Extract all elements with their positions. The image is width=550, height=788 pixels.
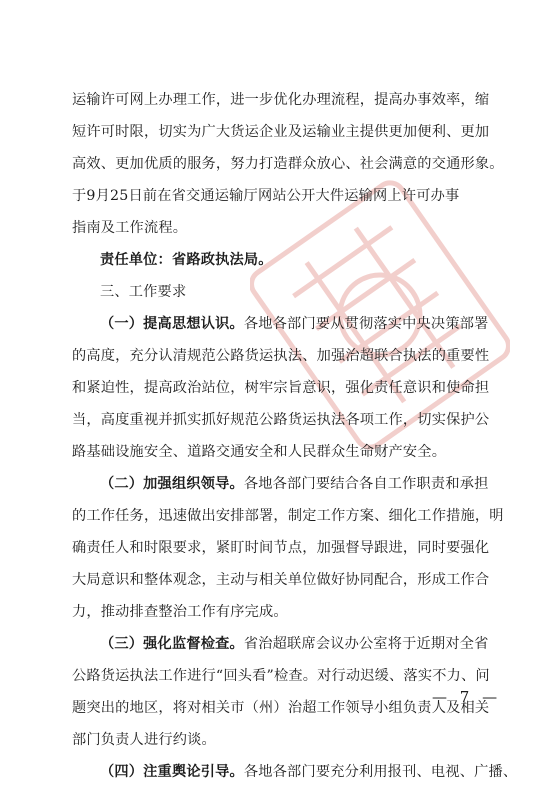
text-line: 路基础设施安全、道路交通安全和人民群众生命财产安全。: [72, 444, 447, 460]
paragraph-first-line: [72, 468, 490, 500]
text-line: 当，高度重视并抓实抓好规范公路货运执法各项工作，切实保护公: [72, 412, 490, 428]
text-line: 于9月25日前在省交通运输厅网站公开大件运输网上许可办事: [72, 188, 460, 204]
subsection-title: （四）注重舆论引导。: [100, 764, 244, 780]
text-line: 短许可时限，切实为广大货运企业及运输业主提供更加便利、更加: [72, 124, 490, 140]
section-heading: 三、工作要求: [100, 284, 187, 300]
responsible-unit: 责任单位：省路政执法局。: [100, 252, 273, 268]
text-line: 部门负责人进行约谈。: [72, 732, 216, 748]
text-line: 公路货运执法工作进行“回头看”检查。对行动迟缓、落实不力、问: [72, 668, 490, 684]
paragraph-first-line: [72, 756, 518, 788]
text-line: 高效、更加优质的服务，努力打造群众放心、社会满意的交通形象。: [72, 156, 504, 172]
text-line: 的工作任务，迅速做出安排部署，制定工作方案、细化工作措施，明: [72, 508, 504, 524]
text-line: 大局意识和整体观念，主动与相关单位做好协同配合，形成工作合: [72, 572, 490, 588]
text-line: 各地各部门要从贯彻落实中央决策部署: [243, 316, 489, 332]
text-line: 省治超联席会议办公室将于近期对全省: [243, 636, 489, 652]
text-line: 的高度，充分认清规范公路货运执法、加强治超联合执法的重要性: [72, 348, 490, 364]
paragraph-first-line: [72, 308, 490, 340]
paragraph-first-line: [72, 628, 490, 660]
subsection-title: （一）提高思想认识。: [100, 316, 244, 332]
document-body: [72, 84, 518, 788]
text-line: 运输许可网上办理工作，进一步优化办理流程，提高办事效率，缩: [72, 92, 490, 108]
subsection-title: （二）加强组织领导。: [100, 476, 244, 492]
text-line: 力，推动排查整治工作有序完成。: [72, 604, 288, 620]
text-line: 各地各部门要结合各自工作职责和承担: [243, 476, 489, 492]
text-line: 和紧迫性，提高政治站位，树牢宗旨意识，强化责任意识和使命担: [72, 380, 490, 396]
text-line: 题突出的地区，将对相关市（州）治超工作领导小组负责人及相关: [72, 700, 490, 716]
text-line: 各地各部门要充分利用报刊、电视、广播、: [243, 764, 518, 780]
text-line: 指南及工作流程。: [72, 220, 188, 236]
page-number: — 7 —: [432, 688, 502, 706]
text-line: 确责任人和时限要求，紧盯时间节点，加强督导跟进，同时要强化: [72, 540, 490, 556]
subsection-title: （三）强化监督检查。: [100, 636, 244, 652]
